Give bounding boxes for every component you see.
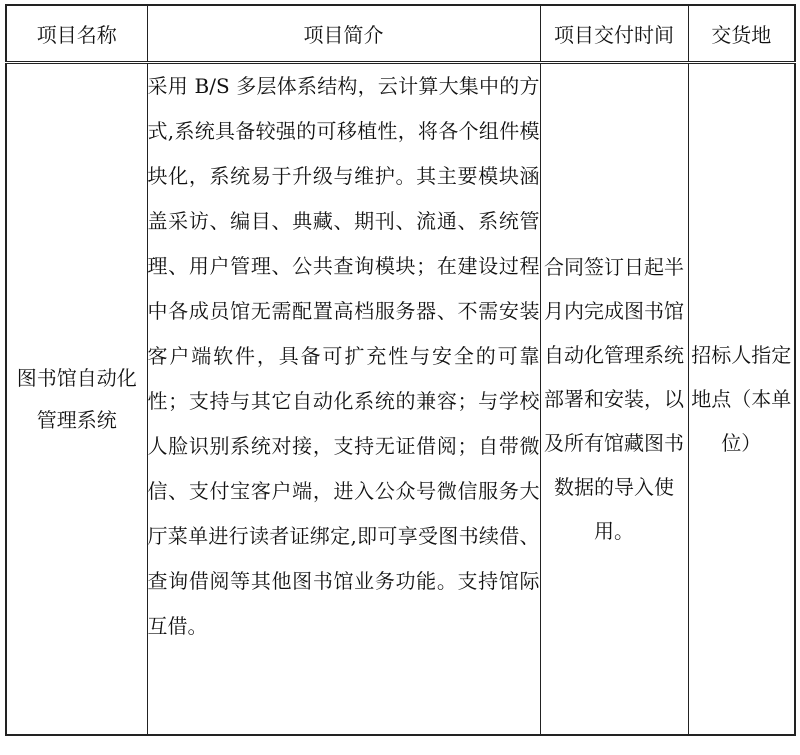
project-table (5, 4, 796, 736)
header-project-intro: 项目简介 (147, 5, 540, 63)
project-name-cell: 图书馆自动化管理系统 (6, 63, 147, 735)
header-delivery-place: 交货地 (688, 5, 795, 63)
delivery-time-cell: 合同签订日起半月内完成图书馆自动化管理系统部署和安装，以及所有馆藏图书数据的导入使用。 (540, 63, 688, 735)
project-intro-cell: 采用 B/S 多层体系结构，云计算大集中的方式,系统具备较强的可移植性，将各个组件模块化，系统易于升级与维护。其主要模块涵盖采访、编目、典藏、期刊、流通、系统管理、用户管理、公共查询模块；在建设过程中各成员馆无需配置高档服务器、不需安装客户端软件，具备可扩充性与安全的可靠性；支持与其它自动化系统的兼容；与学校人脸识别系统对接，支持无证借阅；自带微信、支付宝客户端，进入公众号微信服务大厅菜单进行读者证绑定,即可享受图书续借、查询借阅等其他图书馆业务功能。支持馆际互借。 (147, 63, 540, 735)
header-project-name: 项目名称 (6, 5, 147, 63)
header-delivery-time: 项目交付时间 (540, 5, 688, 63)
table-row (6, 63, 795, 735)
header-row (6, 5, 795, 63)
delivery-place-cell: 招标人指定地点（本单位） (688, 63, 795, 735)
